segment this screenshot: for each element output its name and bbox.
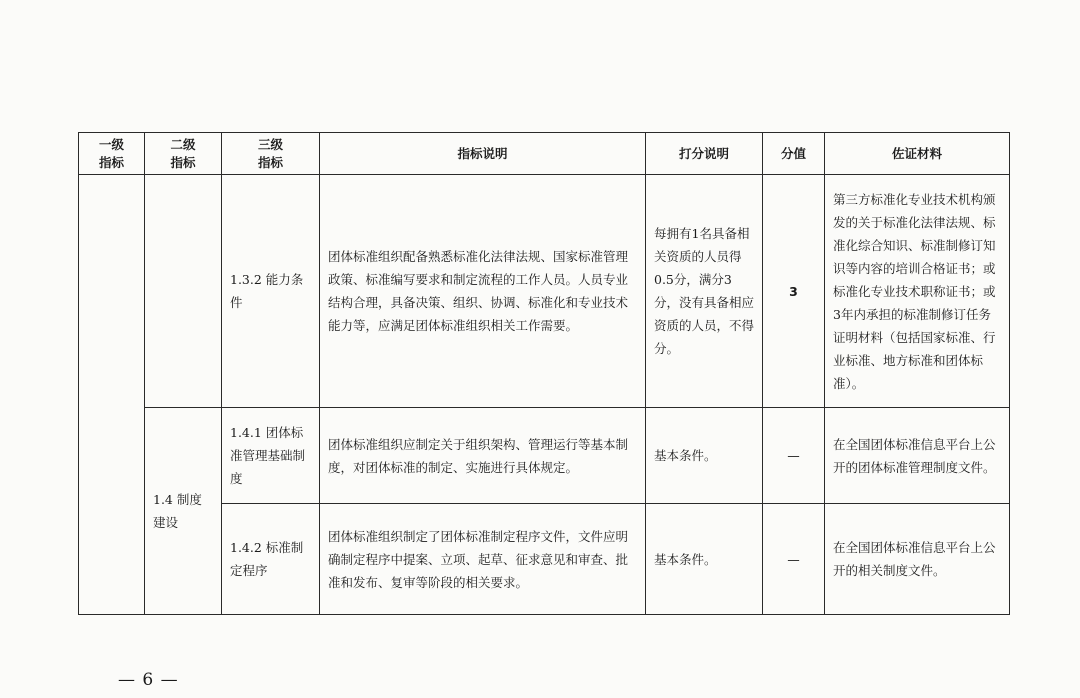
evidence-text: 在全国团体标准信息平台上公开的相关制度文件。 bbox=[833, 540, 996, 578]
header-description: 指标说明 bbox=[320, 133, 646, 175]
table-row bbox=[79, 408, 1010, 504]
table-row bbox=[79, 175, 1010, 408]
header-level2: 二级 指标 bbox=[145, 133, 222, 175]
evidence-text: 第三方标准化专业技术机构颁发的关于标准化法律法规、标准化综合知识、标准制修订知识等内容的培训合格证书；或标准化专业技术职称证书；或3年内承担的标准制修订任务证明材料（包括国家标准、行业标准、地方标准和团体标准）。 bbox=[833, 191, 996, 391]
level3-text: 1.4.1 团体标准管理基础制度 bbox=[230, 425, 306, 486]
scoring-text: 基本条件。 bbox=[654, 551, 717, 567]
header-score: 分值 bbox=[763, 133, 825, 175]
description-cell bbox=[320, 175, 646, 408]
header-evidence: 佐证材料 bbox=[825, 133, 1010, 175]
header-level1: 一级 指标 bbox=[79, 133, 145, 175]
level3-cell bbox=[222, 504, 320, 615]
score-cell: — bbox=[763, 408, 825, 504]
scoring-text: 每拥有1名具备相关资质的人员得0.5分，满分3分，没有具备相应资质的人员，不得分。 bbox=[654, 226, 755, 356]
level1-cell bbox=[79, 175, 145, 615]
level3-cell bbox=[222, 175, 320, 408]
level3-text: 1.3.2 能力条件 bbox=[230, 272, 304, 310]
level2-text: 1.4 制度建设 bbox=[153, 492, 202, 530]
header-row bbox=[79, 133, 1010, 175]
score-cell: — bbox=[763, 504, 825, 615]
evidence-cell bbox=[825, 175, 1010, 408]
header-level3: 三级 指标 bbox=[222, 133, 320, 175]
scoring-cell bbox=[646, 408, 763, 504]
description-text: 团体标准组织配备熟悉标准化法律法规、国家标准管理政策、标准编写要求和制定流程的工作人员。人员专业结构合理，具备决策、组织、协调、标准化和专业技术能力等，应满足团体标准组织相关工作需要。 bbox=[328, 249, 629, 333]
level3-cell bbox=[222, 408, 320, 504]
header-scoring: 打分说明 bbox=[646, 133, 763, 175]
scoring-cell bbox=[646, 175, 763, 408]
level2-cell-empty bbox=[145, 175, 222, 408]
description-cell bbox=[320, 408, 646, 504]
description-cell bbox=[320, 504, 646, 615]
level3-text: 1.4.2 标准制定程序 bbox=[230, 540, 304, 578]
evidence-cell bbox=[825, 504, 1010, 615]
score-cell: 3 bbox=[763, 175, 825, 408]
evidence-cell bbox=[825, 408, 1010, 504]
level2-cell bbox=[145, 408, 222, 615]
evidence-text: 在全国团体标准信息平台上公开的团体标准管理制度文件。 bbox=[833, 436, 996, 475]
scoring-cell bbox=[646, 504, 763, 615]
page-number: — 6 — bbox=[118, 670, 179, 690]
description-text: 团体标准组织制定了团体标准制定程序文件，文件应明确制定程序中提案、立项、起草、征求意见和审查、批准和发布、复审等阶段的相关要求。 bbox=[328, 528, 629, 590]
description-text: 团体标准组织应制定关于组织架构、管理运行等基本制度，对团体标准的制定、实施进行具体规定。 bbox=[328, 436, 629, 475]
evaluation-table bbox=[78, 132, 1010, 615]
scoring-text: 基本条件。 bbox=[654, 448, 717, 463]
